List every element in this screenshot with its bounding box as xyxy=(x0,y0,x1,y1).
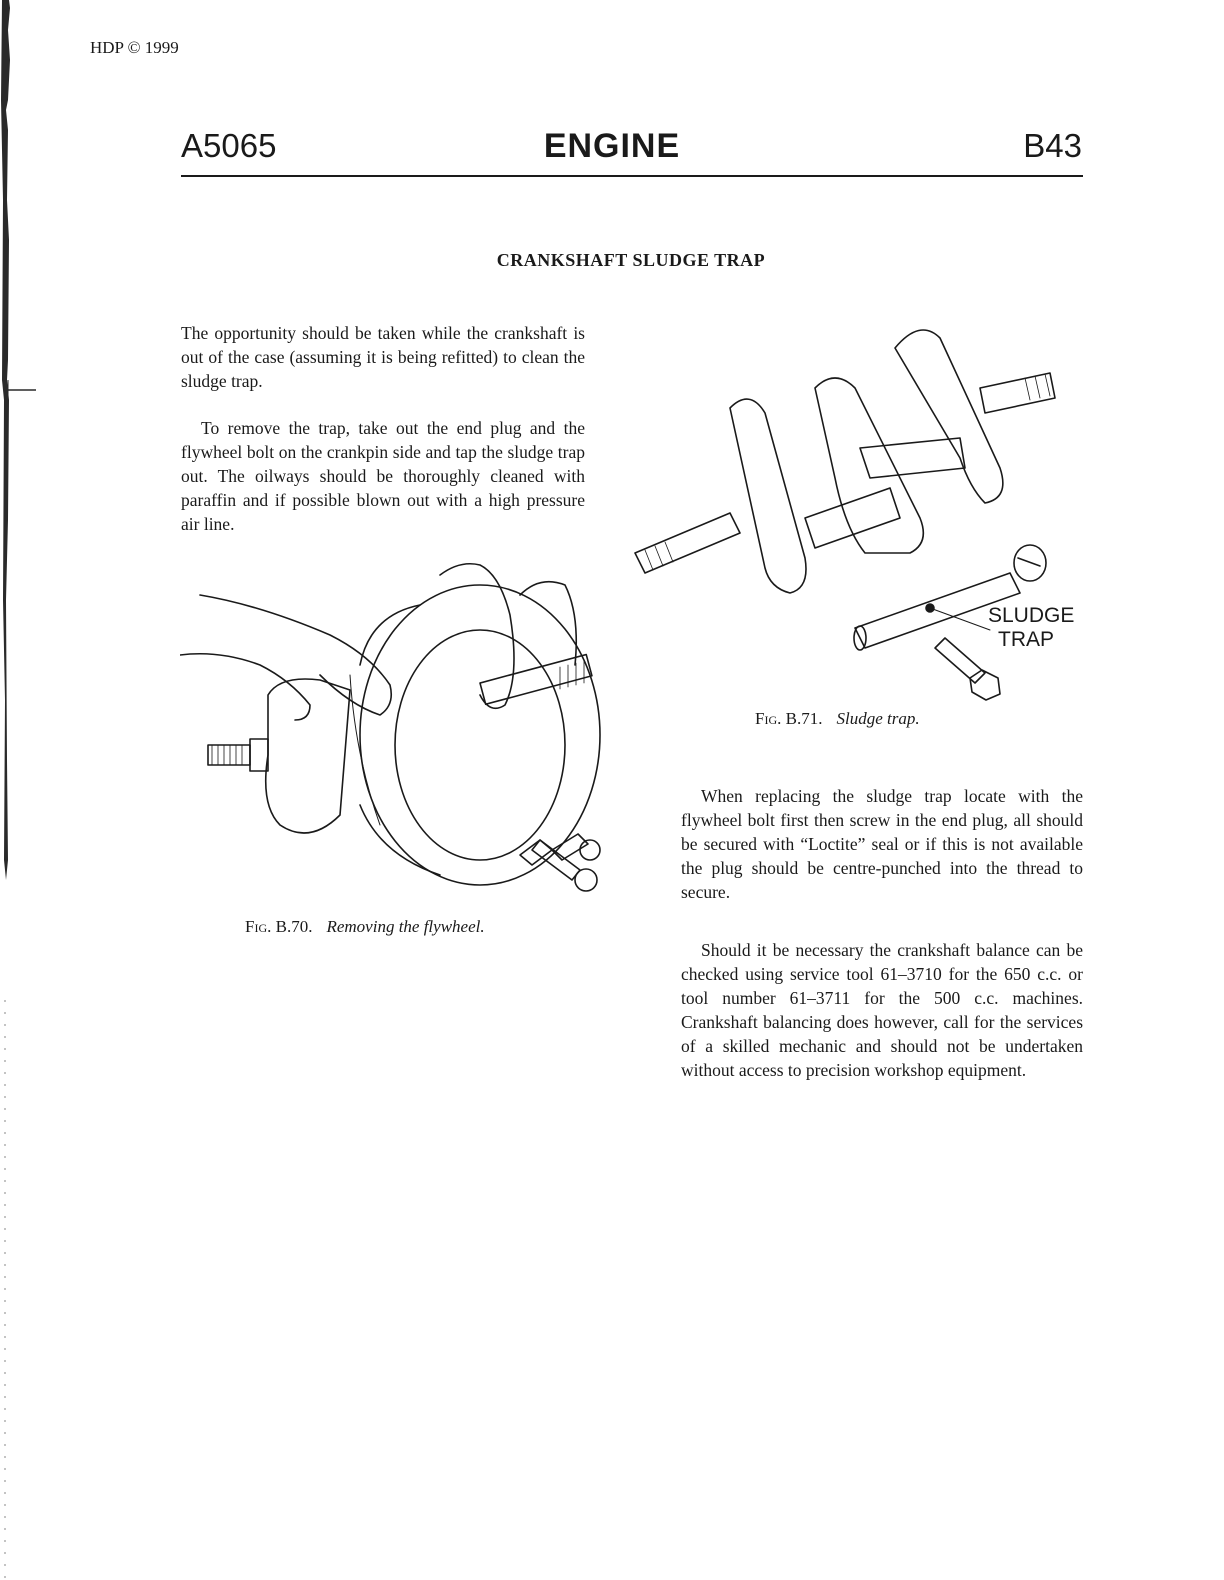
figure-label: Fig. B.71. xyxy=(755,709,823,728)
page-title: ENGINE xyxy=(543,127,681,165)
section-heading: CRANKSHAFT SLUDGE TRAP xyxy=(496,250,766,270)
paragraph-replacement: When replacing the sludge trap locate with the flywheel bolt first then screw in the end plug, all should be secured with “Loctite” seal or if this is not available the plug should be centre-punched into the thread to secure. xyxy=(681,786,1083,902)
header-divider xyxy=(181,175,1083,177)
figure-title: Removing the flywheel. xyxy=(326,917,485,936)
callout-line-2: TRAP xyxy=(998,628,1055,651)
page-number: B43 xyxy=(1023,127,1082,164)
scan-edge-marks xyxy=(0,0,40,1580)
figure-label: Fig. B.70. xyxy=(245,917,313,936)
flywheel-removal-illustration xyxy=(180,555,620,915)
callout-line-1: SLUDGE xyxy=(988,604,1075,627)
paragraph-balancing: Should it be necessary the crankshaft balance can be checked using service tool 61–3710 for the 650 c.c. or tool number 61–3711 for the 500 c.c. machines. Crankshaft balancing does however, call for the services of a skilled mechanic and should not be undertaken without access to precision workshop equipment. xyxy=(681,940,1083,1080)
figure-title: Sludge trap. xyxy=(836,709,920,728)
figure-caption-b70 xyxy=(245,917,485,937)
sludge-trap-callout xyxy=(988,604,1074,652)
paragraph-intro: The opportunity should be taken while the crankshaft is out of the case (assuming it is being refitted) to clean the sludge trap. xyxy=(181,323,585,391)
copyright-notice: HDP © 1999 xyxy=(90,38,179,57)
figure-caption-b71 xyxy=(755,709,920,729)
paragraph-removal: To remove the trap, take out the end plug and the flywheel bolt on the crankpin side and tap the sludge trap out. The oilways should be thoroughly cleaned with paraffin and if possible blown out with a high pressure air line. xyxy=(181,418,585,534)
manual-code: A5065 xyxy=(181,127,277,164)
